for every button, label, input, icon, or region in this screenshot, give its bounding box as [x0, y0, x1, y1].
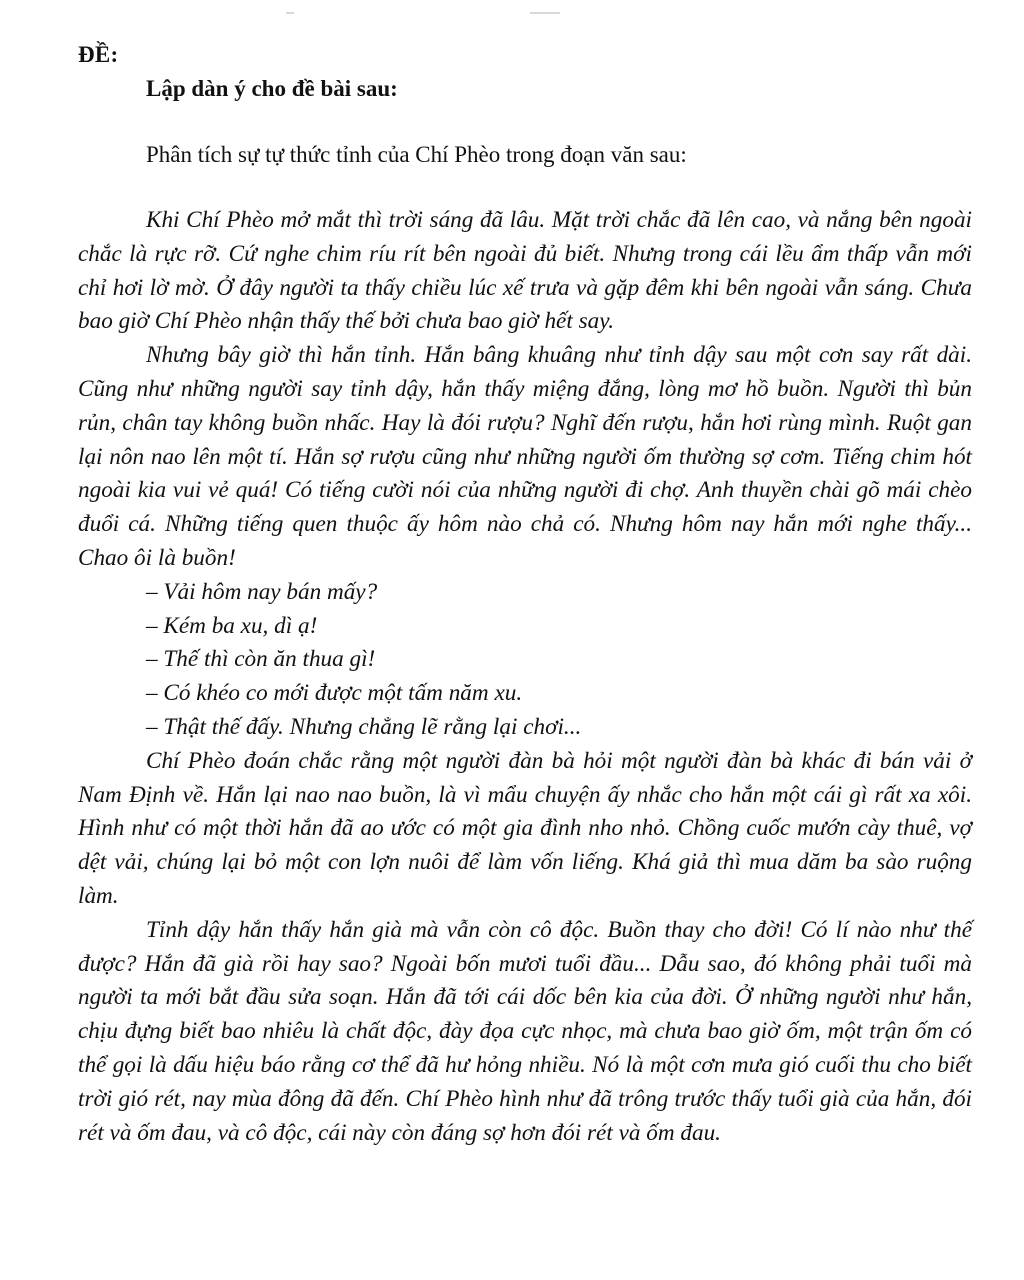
task-title: Lập dàn ý cho đề bài sau:	[146, 76, 398, 101]
dialogue-line: – Vải hôm nay bán mấy?	[146, 578, 378, 605]
passage-paragraph: Chí Phèo đoán chắc rằng một người đàn bà hỏi một người đàn bà khác đi bán vải ở Nam Định về. Hắn lại nao nao buồn, là vì mẩu chuyện ấy nhắc cho hắn một cái gì rất xa xôi. Hình như có một thời hắn đã ao ước có một gia đình nho nhỏ. Chồng cuốc mướn cày thuê, vợ dệt vải, chúng lại bỏ một con lợn nuôi để làm vốn liếng. Khá giả thì mua dăm ba sào ruộng làm.	[78, 747, 972, 909]
dialogue-line: – Có khéo co mới được một tấm năm xu.	[146, 680, 523, 707]
scan-smudge	[286, 12, 294, 14]
passage-paragraph: Tỉnh dậy hắn thấy hắn già mà vẫn còn cô độc. Buồn thay cho đời! Có lí nào như thế được? Hắn đã già rồi hay sao? Ngoài bốn mươi tuổi đầu... Dẫu sao, đó không phải tuổi mà người ta mới bắt đầu sửa soạn. Hắn đã tới cái dốc bên kia của đời. Ở những người như hắn, chịu đựng biết bao nhiêu là chất độc, đày đọa cực nhọc, mà chưa bao giờ ốm, một trận ốm có thể gọi là dấu hiệu báo rằng cơ thể đã hư hỏng nhiều. Nó là một cơn mưa gió cuối thu cho biết trời gió rét, nay mùa đông đã đến. Chí Phèo hình như đã trông trước thấy tuổi già của hắn, đói rét và ốm đau, và cô độc, cái này còn đáng sợ hơn đói rét và ốm đau.	[78, 916, 972, 1146]
scan-smudge	[530, 12, 560, 14]
dialogue-line: – Kém ba xu, dì ạ!	[146, 612, 318, 639]
dialogue-line: – Thật thế đấy. Nhưng chẳng lẽ rằng lại chơi...	[146, 713, 582, 740]
passage-paragraph: Nhưng bây giờ thì hắn tỉnh. Hắn bâng khuâng như tỉnh dậy sau một cơn say rất dài. Cũng như những người say tỉnh dậy, hắn thấy miệng đắng, lòng mơ hồ buồn. Người thì bủn rủn, chân tay không buồn nhấc. Hay là đói rượu? Nghĩ đến rượu, hắn hơi rùng mình. Ruột gan lại nôn nao lên một tí. Hắn sợ rượu cũng như những người ốm thường sợ cơm. Tiếng chim hót ngoài kia vui vẻ quá! Có tiếng cười nói của những người đi chợ. Anh thuyền chài gõ mái chèo đuổi cá. Những tiếng quen thuộc ấy hôm nào chả có. Nhưng hôm nay hắn mới nghe thấy... Chao ôi là buồn!	[78, 342, 972, 571]
literary-passage	[78, 204, 972, 1150]
task-prompt: Phân tích sự tự thức tỉnh của Chí Phèo trong đoạn văn sau:	[146, 142, 687, 167]
page-heading: ĐỀ:	[78, 42, 119, 67]
dialogue-line: – Thế thì còn ăn thua gì!	[146, 646, 376, 673]
passage-paragraph: Khi Chí Phèo mở mắt thì trời sáng đã lâu. Mặt trời chắc đã lên cao, và nắng bên ngoài chắc là rực rỡ. Cứ nghe chim ríu rít bên ngoài đủ biết. Nhưng trong cái lều ẩm thấp vẫn mới chỉ hơi lờ mờ. Ở đây người ta thấy chiều lúc xế trưa và gặp đêm khi bên ngoài vẫn sáng. Chưa bao giờ Chí Phèo nhận thấy thế bởi chưa bao giờ hết say.	[78, 207, 972, 335]
